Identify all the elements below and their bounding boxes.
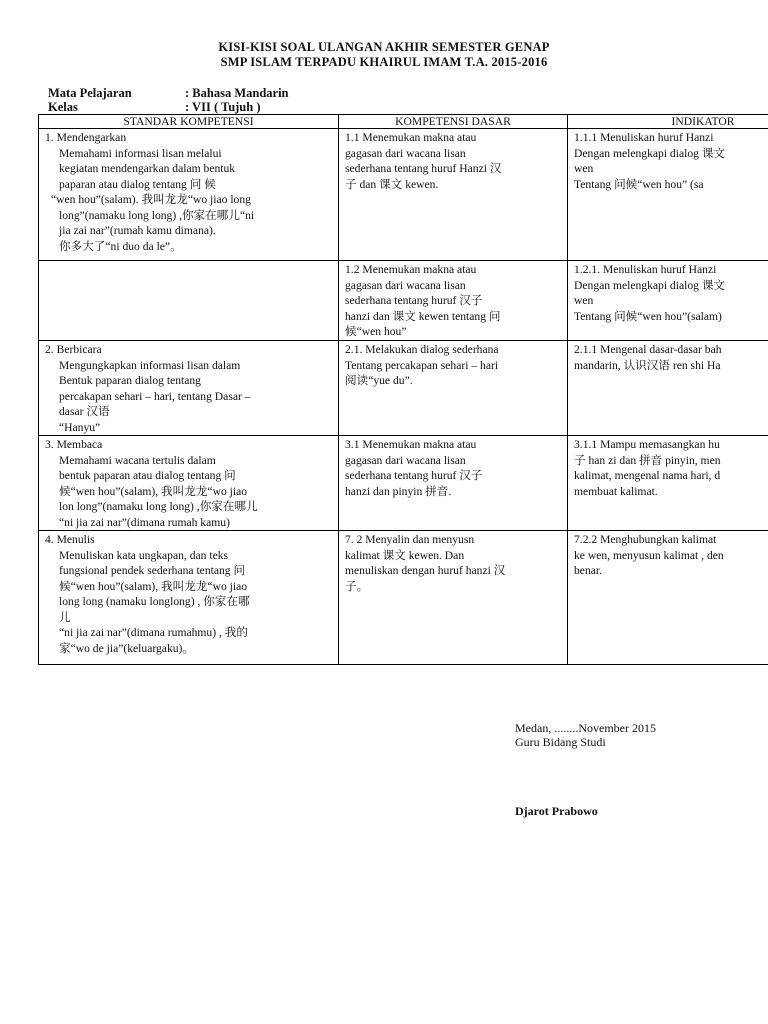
document-title: KISI-KISI SOAL ULANGAN AKHIR SEMESTER GENAP — [218, 40, 550, 54]
signature-name: Djarot Prabowo — [515, 804, 598, 818]
basic-competency-line: 子 dan 课文 kewen. — [345, 177, 439, 191]
indicator-line: Tentang 问候“wen hou”(salam) — [574, 309, 722, 323]
basic-competency-line: hanzi dan 课文 kewen tentang 问 — [345, 309, 501, 323]
indicator-line: Tentang 问候“wen hou” (sa — [574, 177, 704, 191]
competency-text-line: “ni jia zai nar”(dimana rumahmu) , 我的 — [59, 626, 248, 639]
kompetensi-dasar-cell — [339, 531, 568, 665]
kompetensi-dasar-cell — [339, 341, 568, 436]
class-value: : VII ( Tujuh ) — [185, 100, 261, 114]
competency-heading: 1. Mendengarkan — [45, 131, 127, 144]
indicator-line: kalimat, mengenal nama hari, d — [574, 469, 721, 482]
indicator-line: Dengan melengkapi dialog 课文 — [574, 278, 726, 292]
indicator-line: wen — [574, 294, 594, 307]
competency-text-line: jia zai nar”(rumah kamu dimana). — [59, 224, 216, 237]
competency-text-line: “ni jia zai nar”(dimana rumah kamu) — [59, 515, 230, 529]
indicator-line: mandarin, 认识汉语 ren shi Ha — [574, 358, 721, 372]
competency-table — [38, 114, 768, 665]
basic-competency-line: 阅读“yue du”. — [345, 374, 413, 387]
standar-kompetensi-cell — [39, 341, 339, 436]
table-row — [39, 436, 768, 531]
basic-competency-line: sederhana tentang huruf 汉子 — [345, 469, 483, 482]
signature-place-date: Medan, ........November 2015 — [515, 721, 656, 735]
basic-competency-line: 子。 — [345, 579, 369, 593]
table-header-row — [39, 115, 768, 129]
indicator-line: Dengan melengkapi dialog 课文 — [574, 146, 726, 160]
signature-role: Guru Bidang Studi — [515, 735, 606, 749]
competency-heading: 3. Membaca — [45, 438, 103, 451]
basic-competency-line: 1.2 Menemukan makna atau — [345, 263, 477, 276]
competency-text-line: “wen hou”(salam). 我叫龙龙“wo jiao long — [51, 193, 251, 206]
indicator-line: benar. — [574, 564, 603, 577]
indikator-cell — [568, 261, 768, 341]
table-body — [39, 129, 768, 665]
competency-text-line: Bentuk paparan dialog tentang — [59, 374, 201, 387]
basic-competency-line: hanzi dan pinyin 拼音. — [345, 484, 452, 498]
basic-competency-line: gagasan dari wacana lisan — [345, 278, 466, 292]
basic-competency-line: sederhana tentang huruf Hanzi 汉 — [345, 162, 502, 175]
competency-text-line: dasar 汉语 — [59, 405, 110, 418]
basic-competency-line: 候“wen hou” — [345, 325, 407, 338]
competency-text-line: kegiatan mendengarkan dalam bentuk — [59, 162, 236, 175]
standar-kompetensi-cell — [39, 129, 339, 261]
competency-table-wrapper — [38, 114, 768, 666]
competency-text-line: long”(namaku long long) ,你家在哪儿“ni — [59, 208, 255, 222]
indikator-cell — [568, 341, 768, 436]
indikator-cell — [568, 436, 768, 531]
basic-competency-line: Tentang percakapan sehari – hari — [345, 358, 499, 372]
standar-kompetensi-cell — [39, 531, 339, 665]
basic-competency-line: 2.1. Melakukan dialog sederhana — [345, 343, 499, 356]
standar-kompetensi-cell — [39, 436, 339, 531]
indicator-line: 1.2.1. Menuliskan huruf Hanzi — [574, 263, 717, 276]
basic-competency-line: menuliskan dengan huruf hanzi 汉 — [345, 564, 506, 577]
indicator-line: ke wen, menyusun kalimat , den — [574, 548, 724, 562]
kompetensi-dasar-cell — [339, 436, 568, 531]
indicator-line: 子 han zi dan 拼音 pinyin, men — [574, 453, 721, 467]
competency-text-line: 候“wen hou”(salam), 我叫龙龙“wo jiao — [59, 484, 248, 498]
basic-competency-line: 3.1 Menemukan makna atau — [345, 438, 477, 451]
document-subtitle: SMP ISLAM TERPADU KHAIRUL IMAM T.A. 2015-2016 — [220, 55, 548, 69]
column-header-kompetensi: KOMPETENSI DASAR — [339, 115, 568, 129]
basic-competency-line: 7. 2 Menyalin dan menyusn — [345, 533, 475, 546]
basic-competency-line: sederhana tentang huruf 汉子 — [345, 294, 483, 307]
competency-text-line: 儿 — [59, 610, 71, 624]
competency-heading: 2. Berbicara — [45, 343, 102, 356]
competency-text-line: “Hanyu” — [59, 420, 101, 434]
table-row — [39, 531, 768, 665]
indicator-line: 3.1.1 Mampu memasangkan hu — [574, 438, 720, 451]
table-row — [39, 129, 768, 261]
basic-competency-line: gagasan dari wacana lisan — [345, 453, 466, 467]
subject-label: Mata Pelajaran — [48, 86, 132, 100]
competency-text-line: Mengungkapkan informasi lisan dalam — [59, 358, 241, 372]
basic-competency-line: 1.1 Menemukan makna atau — [345, 131, 477, 144]
competency-heading: 4. Menulis — [45, 533, 95, 546]
competency-text-line: 候“wen hou”(salam), 我叫龙龙“wo jiao — [59, 579, 248, 593]
table-row — [39, 261, 768, 341]
competency-text-line: paparan atau dialog tentang 问 候 — [59, 177, 216, 191]
indicator-line: 7.2.2 Menghubungkan kalimat — [574, 533, 717, 546]
standar-kompetensi-cell — [39, 261, 339, 341]
competency-text-line: lon long”(namaku long long) ,你家在哪儿 — [59, 500, 258, 513]
kompetensi-dasar-cell — [339, 261, 568, 341]
competency-text-line: 家“wo de jia”(keluargaku)。 — [59, 641, 194, 655]
competency-text-line: 你多大了“ni duo da le”。 — [59, 239, 182, 253]
subject-value: : Bahasa Mandarin — [185, 86, 289, 100]
competency-text-line: long long (namaku longlong) , 你家在哪 — [59, 595, 250, 608]
column-header-standar: STANDAR KOMPETENSI — [39, 115, 339, 129]
competency-text-line: Memahami wacana tertulis dalam — [59, 453, 216, 467]
competency-text-line: fungsional pendek sederhana tentang 问 — [59, 564, 246, 577]
indicator-line: membuat kalimat. — [574, 484, 658, 498]
indicator-line: 2.1.1 Mengenal dasar-dasar bah — [574, 343, 722, 356]
basic-competency-line: gagasan dari wacana lisan — [345, 146, 466, 160]
competency-text-line: percakapan sehari – hari, tentang Dasar – — [59, 389, 251, 403]
indicator-line: 1.1.1 Menuliskan huruf Hanzi — [574, 131, 714, 144]
class-label: Kelas — [48, 100, 78, 114]
indikator-cell — [568, 129, 768, 261]
competency-text-line: Memahami informasi lisan melalui — [59, 146, 222, 160]
indicator-line: wen — [574, 162, 594, 175]
basic-competency-line: kalimat 课文 kewen. Dan — [345, 548, 465, 562]
table-row — [39, 341, 768, 436]
competency-text-line: bentuk paparan atau dialog tentang 问 — [59, 469, 236, 482]
kompetensi-dasar-cell — [339, 129, 568, 261]
indikator-cell — [568, 531, 768, 665]
column-header-indikator: INDIKATOR — [568, 115, 768, 129]
competency-text-line: Menuliskan kata ungkapan, dan teks — [59, 548, 229, 562]
